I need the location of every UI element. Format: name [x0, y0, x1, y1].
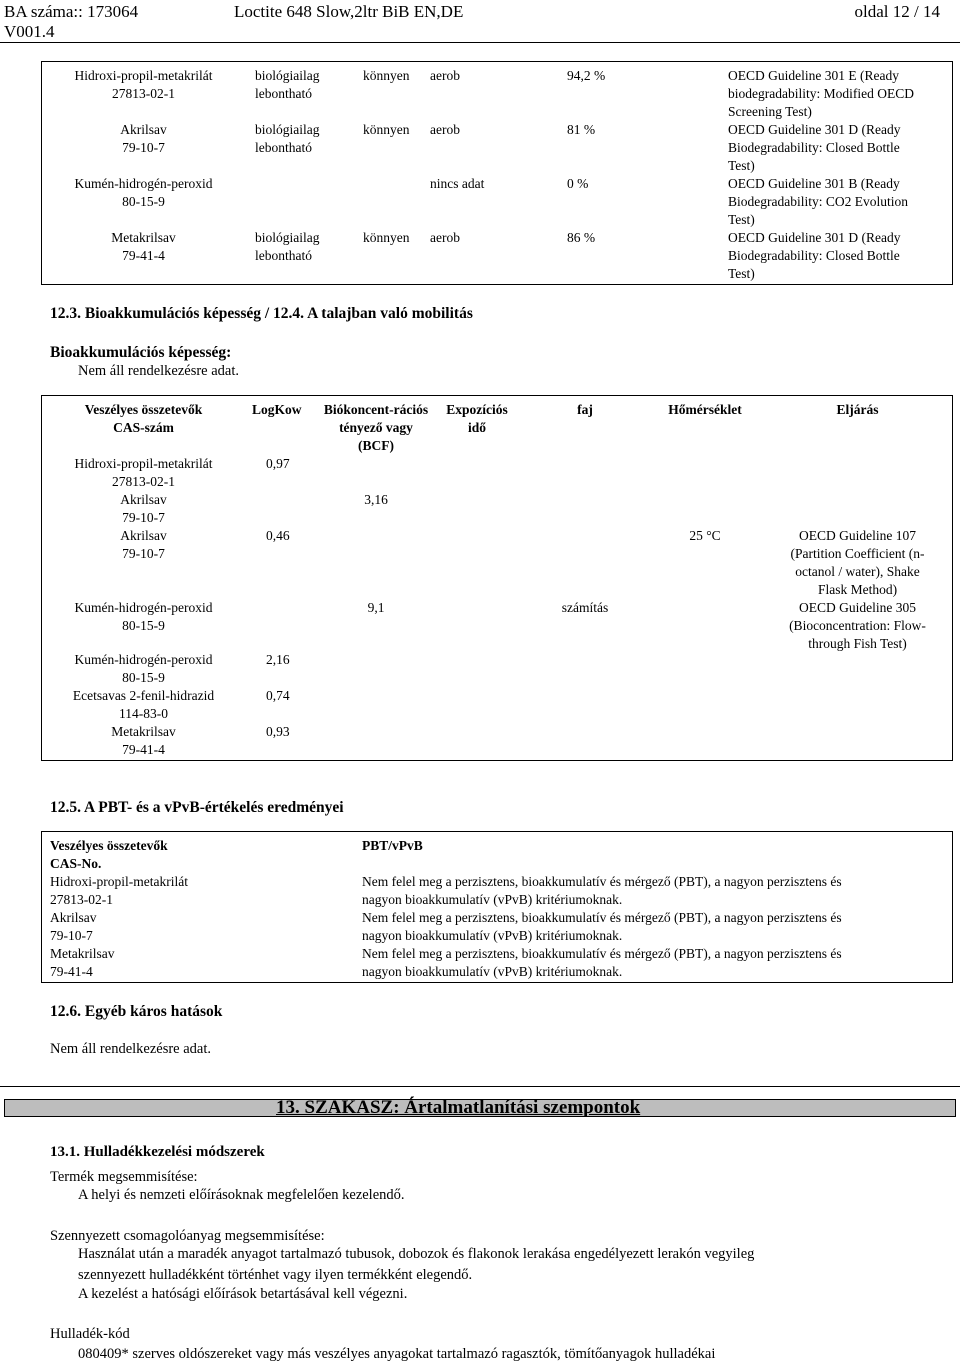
t2-header-bcf: (BCF): [358, 438, 394, 453]
t1-ease: könnyen: [363, 230, 410, 245]
pbt-substance: Metakrilsav: [50, 946, 115, 961]
t1-condition: aerob: [430, 230, 460, 245]
t2-header-exposure: Expozíciós: [446, 402, 508, 417]
section-heading-12-6: 12.6. Egyéb káros hatások: [50, 1003, 223, 1020]
packaging-line-3: A kezelést a hatósági előírások betartásával kell végezni.: [78, 1286, 408, 1302]
t1-substance: Kumén-hidrogén-peroxid: [74, 176, 213, 191]
t2-method: through Fish Test): [808, 636, 907, 651]
t1-substance: Metakrilsav: [111, 230, 176, 245]
t1-method: Biodegradability: Closed Bottle: [728, 140, 900, 155]
t2-logkow: 0,93: [266, 724, 290, 739]
t2-substance: Kumén-hidrogén-peroxid: [74, 652, 213, 667]
t2-substance: Hidroxi-propil-metakrilát: [74, 456, 213, 471]
t2-substance: Kumén-hidrogén-peroxid: [74, 600, 213, 615]
packaging-line-2: szennyezett hulladékként történhet vagy ilyen termékként elegendő.: [78, 1267, 473, 1283]
t1-degradability: biológiailag: [255, 122, 320, 137]
section-13-title: 13. SZAKASZ: Ártalmatlanítási szempontok: [276, 1097, 641, 1118]
t1-value: 81 %: [567, 122, 596, 137]
doc-id: BA száma:: 173064: [4, 2, 139, 21]
pbt-text: Nem felel meg a perzisztens, bioakkumulatív és mérgező (PBT), a nagyon perzisztens és: [362, 946, 842, 961]
waste-code-text: 080409* szerves oldószereket vagy más veszélyes anyagokat tartalmazó ragasztók, tömítőanyagok hulladékai: [78, 1346, 716, 1362]
t2-substance: Akrilsav: [120, 492, 167, 507]
section-heading-12-3: 12.3. Bioakkumulációs képesség / 12.4. A talajban való mobilitás: [50, 305, 473, 322]
pbt-text: Nem felel meg a perzisztens, bioakkumulatív és mérgező (PBT), a nagyon perzisztens és: [362, 874, 842, 889]
pbt-substance: Hidroxi-propil-metakrilát: [50, 874, 188, 889]
t2-temperature: 25 °C: [689, 528, 721, 543]
t2-method: OECD Guideline 107: [799, 528, 916, 543]
other-effects-text: Nem áll rendelkezésre adat.: [50, 1041, 212, 1057]
t1-degradability: lebontható: [255, 86, 312, 101]
waste-code-label: Hulladék-kód: [50, 1326, 130, 1342]
t2-method: (Bioconcentration: Flow-: [789, 618, 926, 633]
t1-value: 0 %: [567, 176, 589, 191]
pbt-cas: 79-10-7: [50, 928, 93, 943]
t2-cas: 79-10-7: [122, 510, 165, 525]
t1-substance: Hidroxi-propil-metakrilát: [74, 68, 213, 83]
t1-degradability: lebontható: [255, 140, 312, 155]
t2-header-logkow: LogKow: [252, 402, 302, 417]
t2-logkow: 2,16: [266, 652, 290, 667]
pbt-substance: Akrilsav: [50, 910, 97, 925]
t1-cas: 27813-02-1: [112, 86, 175, 101]
t1-method: Biodegradability: Closed Bottle: [728, 248, 900, 263]
bioaccumulation-label: Bioakkumulációs képesség:: [50, 344, 232, 361]
section-divider: [0, 1086, 960, 1087]
pbt-text: nagyon bioakkumulatív (vPvB) kritériumoknak.: [362, 892, 623, 907]
t1-cas: 80-15-9: [122, 194, 165, 209]
t2-header-bcf: Biókoncent-rációs: [323, 402, 429, 417]
t1-method: Test): [728, 158, 755, 173]
t1-method: OECD Guideline 301 E (Ready: [728, 68, 899, 83]
product-disposal-label: Termék megsemmisítése:: [50, 1169, 198, 1185]
t2-method: (Partition Coefficient (n-: [790, 546, 925, 561]
t2-species: számítás: [561, 600, 609, 615]
packaging-disposal-label: Szennyezett csomagolóanyag megsemmisítése:: [50, 1228, 325, 1244]
t2-substance: Metakrilsav: [111, 724, 176, 739]
t2-cas: 79-10-7: [122, 546, 165, 561]
t2-method: OECD Guideline 305: [799, 600, 916, 615]
t2-substance: Ecetsavas 2-fenil-hidrazid: [72, 688, 215, 703]
header-divider: [0, 42, 960, 43]
pbt-text: Nem felel meg a perzisztens, bioakkumulatív és mérgező (PBT), a nagyon perzisztens és: [362, 910, 842, 925]
t2-logkow: 0,74: [266, 688, 290, 703]
waste-methods-heading: 13.1. Hulladékkezelési módszerek: [50, 1144, 265, 1160]
t2-cas: 27813-02-1: [112, 474, 175, 489]
t2-cas: 80-15-9: [122, 670, 165, 685]
pbt-text: nagyon bioakkumulatív (vPvB) kritériumoknak.: [362, 964, 623, 979]
t1-value: 94,2 %: [567, 68, 606, 83]
bioaccumulation-text: Nem áll rendelkezésre adat.: [78, 363, 240, 379]
t2-method: Flask Method): [817, 582, 898, 597]
page-number: oldal 12 / 14: [854, 2, 940, 21]
t1-degradability: biológiailag: [255, 68, 320, 83]
t1-substance: Akrilsav: [120, 122, 167, 137]
t1-condition: aerob: [430, 68, 460, 83]
packaging-line-1: Használat után a maradék anyagot tartalmazó tubusok, dobozok és flakonok lerakása engedélyezett lerakón vegyileg: [78, 1246, 755, 1262]
t1-degradability: lebontható: [255, 248, 312, 263]
t2-bcf: 3,16: [364, 492, 388, 507]
t2-header-cas: CAS-szám: [113, 420, 174, 435]
t2-logkow: 0,97: [266, 456, 290, 471]
t1-method: Test): [728, 266, 755, 281]
t1-method: OECD Guideline 301 B (Ready: [728, 176, 900, 191]
t2-header-temperature: Hőmérséklet: [668, 402, 742, 417]
t2-bcf: 9,1: [367, 600, 385, 615]
pbt-text: nagyon bioakkumulatív (vPvB) kritériumoknak.: [362, 928, 623, 943]
t1-condition: nincs adat: [430, 176, 485, 191]
t1-ease: könnyen: [363, 122, 410, 137]
t1-value: 86 %: [567, 230, 596, 245]
t1-method: Screening Test): [728, 104, 812, 119]
t1-method: OECD Guideline 301 D (Ready: [728, 230, 901, 245]
t2-cas: 80-15-9: [122, 618, 165, 633]
t2-method: octanol / water), Shake: [795, 564, 920, 579]
t2-header-bcf: tényező vagy: [339, 420, 413, 435]
t2-logkow: 0,46: [266, 528, 290, 543]
t1-method: Biodegradability: CO2 Evolution: [728, 194, 908, 209]
t2-cas: 79-41-4: [122, 742, 165, 757]
doc-version: V001.4: [4, 22, 55, 41]
t2-header-species: faj: [577, 402, 593, 417]
t2-header-exposure: idő: [467, 420, 486, 435]
pbt-header-cas: CAS-No.: [50, 856, 102, 871]
section-heading-12-5: 12.5. A PBT- és a vPvB-értékelés eredményei: [50, 799, 344, 816]
t2-header-substance: Veszélyes összetevők: [84, 402, 203, 417]
t1-cas: 79-41-4: [122, 248, 165, 263]
pbt-cas: 27813-02-1: [50, 892, 113, 907]
t2-substance: Akrilsav: [120, 528, 167, 543]
t1-degradability: biológiailag: [255, 230, 320, 245]
t2-header-method: Eljárás: [836, 402, 879, 417]
product-disposal-text: A helyi és nemzeti előírásoknak megfelelően kezelendő.: [78, 1187, 405, 1203]
t1-method: OECD Guideline 301 D (Ready: [728, 122, 901, 137]
pbt-header-status: PBT/vPvB: [362, 838, 423, 853]
t1-method: Test): [728, 212, 755, 227]
pbt-cas: 79-41-4: [50, 964, 93, 979]
t1-method: biodegradability: Modified OECD: [728, 86, 914, 101]
product-name: Loctite 648 Slow,2ltr BiB EN,DE: [234, 2, 464, 21]
t1-ease: könnyen: [363, 68, 410, 83]
t2-cas: 114-83-0: [119, 706, 168, 721]
t1-condition: aerob: [430, 122, 460, 137]
t1-cas: 79-10-7: [122, 140, 165, 155]
pbt-header-substance: Veszélyes összetevők: [50, 838, 168, 853]
